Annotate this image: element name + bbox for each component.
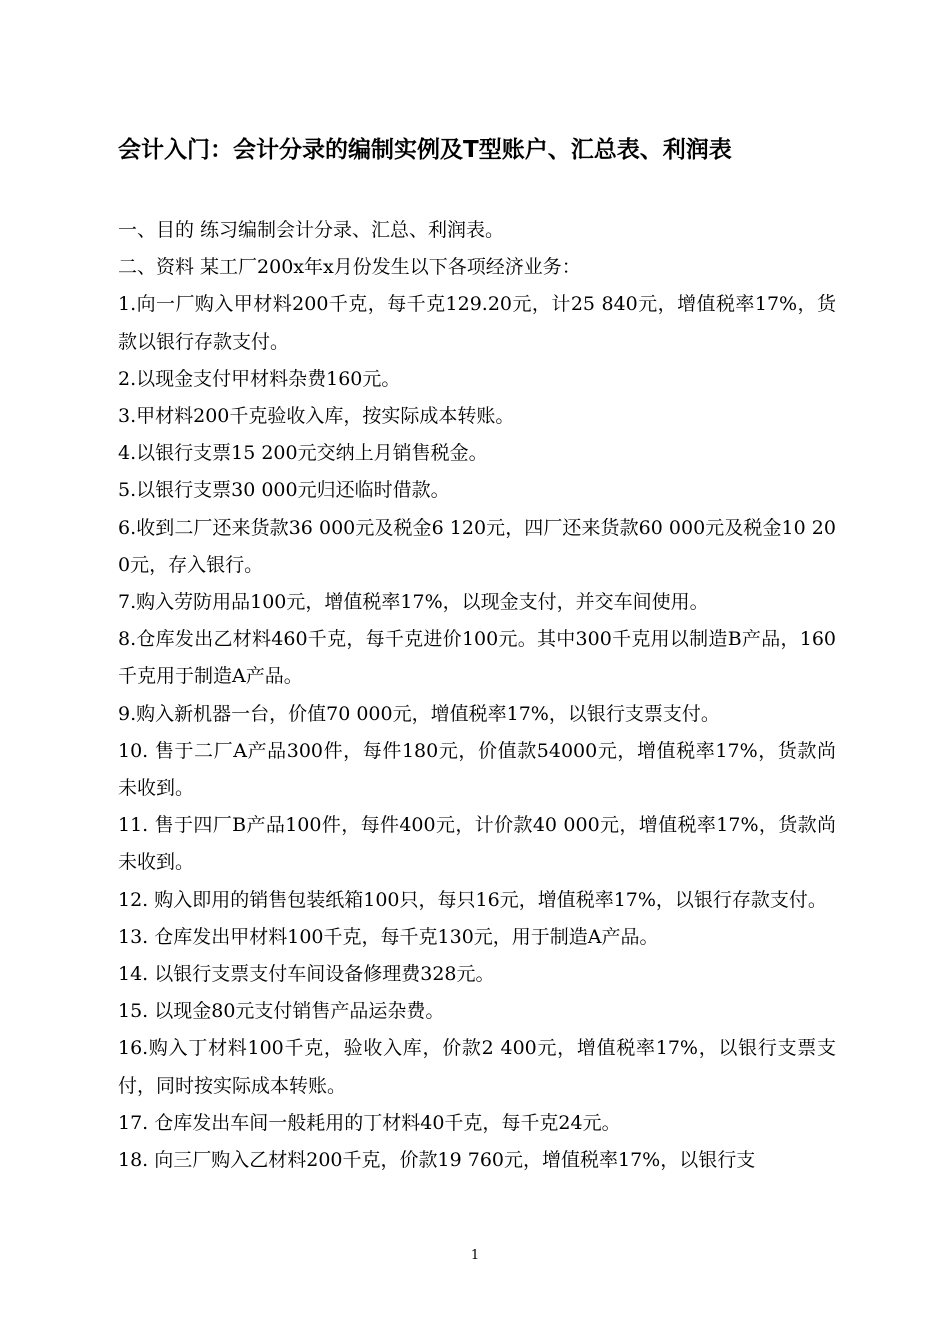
list-item: 14. 以银行支票支付车间设备修理费328元。 [118, 963, 495, 986]
list-item: 10. 售于二厂A产品300件，每件180元，价值款54000元，增值税率17%，货款尚未收到。 [118, 739, 836, 800]
paragraph-materials: 二、资料 某工厂200x年x月份发生以下各项经济业务： [118, 256, 581, 279]
list-item: 12. 购入即用的销售包装纸箱100只，每只16元，增值税率17%，以银行存款支付。 [118, 888, 827, 911]
list-item: 6.收到二厂还来货款36 000元及税金6 120元，四厂还来货款60 000元及税金10 200元，存入银行。 [118, 516, 836, 576]
list-item: 4.以银行支票15 200元交纳上月销售税金。 [118, 442, 488, 465]
list-item: 1.向一厂购入甲材料200千克，每千克129.20元，计25 840元，增值税率17%，货款以银行存款支付。 [118, 293, 836, 353]
list-item: 18. 向三厂购入乙材料200千克，价款19 760元，增值税率17%，以银行支 [118, 1149, 756, 1172]
list-item: 9.购入新机器一台，价值70 000元，增值税率17%，以银行支票支付。 [118, 702, 720, 725]
document-body [118, 212, 836, 1179]
list-item: 2.以现金支付甲材料杂费160元。 [118, 367, 401, 390]
list-item: 5.以银行支票30 000元归还临时借款。 [118, 479, 450, 502]
paragraph-purpose: 一、目的 练习编制会计分录、汇总、利润表。 [118, 219, 505, 241]
list-item: 7.购入劳防用品100元，增值税率17%，以现金支付，并交车间使用。 [118, 591, 709, 614]
document-title: 会计入门：会计分录的编制实例及T型账户、汇总表、利润表 [118, 137, 732, 163]
list-item: 15. 以现金80元支付销售产品运杂费。 [118, 1000, 445, 1023]
page-number: 1 [470, 1248, 480, 1263]
list-item: 17. 仓库发出车间一般耗用的丁材料40千克，每千克24元。 [118, 1111, 621, 1134]
list-item: 16.购入丁材料100千克，验收入库，价款2 400元，增值税率17%，以银行支票支付，同时按实际成本转账。 [118, 1037, 836, 1097]
list-item: 13. 仓库发出甲材料100千克，每千克130元，用于制造A产品。 [118, 925, 659, 948]
list-item: 8.仓库发出乙材料460千克，每千克进价100元。其中300千克用以制造B产品，160千克用于制造A产品。 [118, 628, 836, 688]
list-item: 11. 售于四厂B产品100件，每件400元，计价款40 000元，增值税率17%，货款尚未收到。 [118, 814, 836, 874]
list-item: 3.甲材料200千克验收入库，按实际成本转账。 [118, 405, 515, 428]
